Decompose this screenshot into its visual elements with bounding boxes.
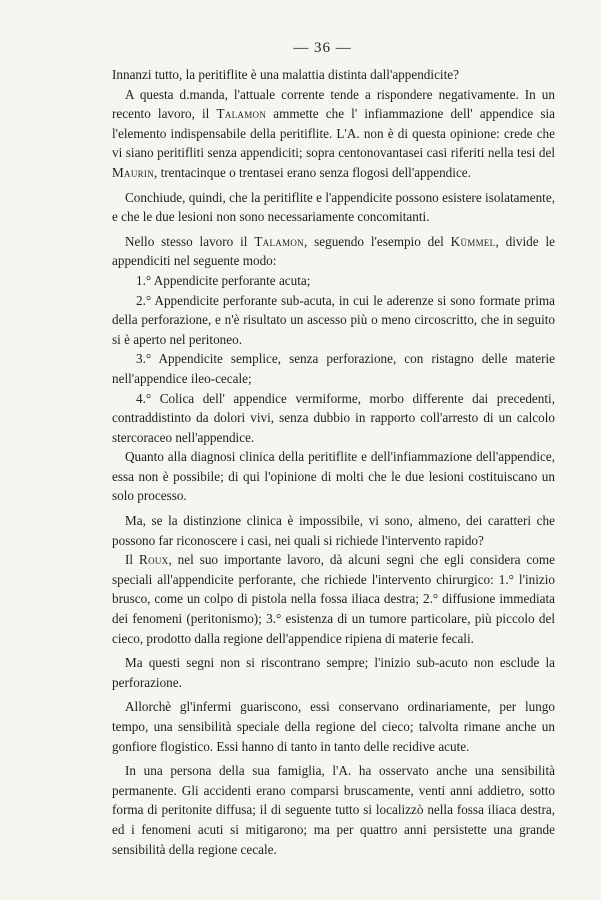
paragraph-question: Innanzi tutto, la peritiflite è una malattia distinta dall'appendicite? (112, 67, 459, 82)
author-name-maurin: Maurin (112, 164, 155, 180)
list-item: 2.° Appendicite perforante sub-acuta, in cui le aderenze si sono formate prima della perforazione, e n'è risultato un ascesso più o meno circoscritto, che in seguito si è aperto nel peritoneo. (112, 292, 555, 347)
author-name-talamon: Talamon (254, 233, 304, 249)
text-run: , trentacinque o trentasei erano senza flogosi dell'appendice. (154, 164, 471, 180)
text-run: , divide le appendiciti nel seguente modo: (112, 233, 556, 269)
paragraph-talamon (112, 85, 555, 183)
text-run: A questa d.manda, l'attuale corrente tende a rispondere negativamente. In un recento lavoro, il (112, 86, 555, 122)
author-name-talamon: Talamon (216, 106, 267, 122)
paragraph-diagnosis: Quanto alla diagnosi clinica della peritiflite e dell'infiammazione dell'appendice, essa non è possibile; di qui l'opinione di molti che le due lesioni costituiscano un solo processo. (112, 449, 555, 504)
author-name-roux: Roux (138, 552, 169, 568)
list-item: 1.° Appendicite perforante acuta; (136, 272, 311, 288)
paragraph-classification (112, 232, 555, 271)
text-run: , nel suo importante lavoro, dà alcuni segni che egli considera come speciali all'appendicite perforante, che richiede l'intervento chirurgico: 1.° l'inizio brusco, come un colpo di pistola nella fossa iliaca destra; 2.° diffusione immediata dei fenomeni (peritonismo); 3.° esistenza di un tumore particolare, più piccolo del cieco, prodotto dalla regione dell'appendice ripiena di materie fecali. (112, 552, 555, 646)
author-name-kummel: Kümmel (450, 233, 496, 249)
text-run: ammette che l' infiammazione dell' appendice sia l'elemento indispensabile della peritiflite. L'A. non è di questa opinione: crede che vi siano peritifliti senza appendiciti; sopra centonovantasei casi riferiti nella tesi del (112, 106, 556, 161)
text-run: Nello stesso lavoro il (125, 233, 255, 249)
text-run: , seguendo l'esempio del (303, 233, 451, 249)
text-run: Il (125, 552, 139, 568)
paragraph-signs: Ma questi segni non si riscontrano sempre; l'inizio sub-acuto non esclude la perforazione. (112, 655, 555, 690)
paragraph-distinction: Ma, se la distinzione clinica è impossibile, vi sono, almeno, dei caratteri che possono far riconoscere i casi, nei quali si richiede l'intervento rapido? (112, 513, 555, 548)
page-number: — 36 — (293, 40, 352, 56)
list-item: 3.° Appendicite semplice, senza perforazione, con ristagno delle materie nell'appendice ileo-cecale; (112, 351, 555, 386)
paragraph-conclusion: Conchiude, quindi, che la peritiflite e l'appendicite possono esistere isolatamente, e che le due lesioni non sono necessariamente concomitanti. (112, 189, 555, 225)
paragraph-family-case: In una persona della sua famiglia, l'A. ha osservato anche una sensibilità permanente. Gli accidenti erano comparsi bruscamente, venti anni addietro, sotto forma di peritonite diffusa; il di seguente tutto si localizzò nella fossa iliaca destra, ed i fenomeni acuti si mitigarono; ma per quattro anni persistette una grande sensibilità della regione cecale. (112, 763, 555, 857)
list-item: 4.° Colica dell' appendice vermiforme, morbo differente dai precedenti, contraddistinto da dolori vivi, senza dubbio in rapporto coll'arresto di un calcolo stercoraceo nell'appendice. (112, 390, 555, 445)
paragraph-roux (112, 550, 555, 648)
paragraph-recovery: Allorchè gl'infermi guariscono, essi conservano ordinariamente, per lungo tempo, una sensibilità speciale della regione del cieco; talvolta rimane anche un gonfiore flogistico. Essi hanno di tanto in tanto delle recidive acute. (112, 699, 555, 754)
